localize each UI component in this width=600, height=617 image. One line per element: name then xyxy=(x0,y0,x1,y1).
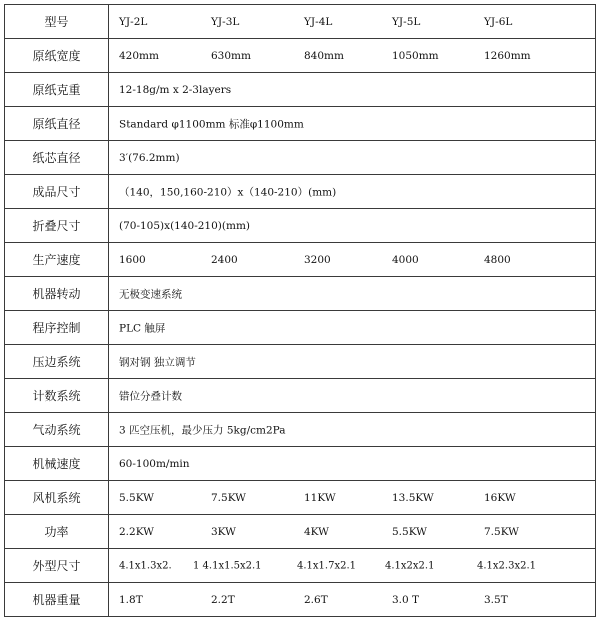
row-edge-press xyxy=(5,345,596,379)
row-values xyxy=(109,515,596,549)
row-mech-speed xyxy=(5,447,596,481)
header-label: 型号 xyxy=(5,5,109,39)
cell-value: 3.5T xyxy=(484,593,508,606)
row-power xyxy=(5,515,596,549)
cell-value: 60-100m/min xyxy=(119,457,190,470)
row-product-size xyxy=(5,175,596,209)
cell-value: 4800 xyxy=(484,253,511,266)
cell-value: 2400 xyxy=(211,253,238,266)
model-name: YJ-2L xyxy=(119,15,148,28)
cell-value: 5.5KW xyxy=(119,491,154,504)
row-values xyxy=(109,209,596,243)
row-values xyxy=(109,345,596,379)
row-values xyxy=(109,39,596,73)
row-values xyxy=(109,379,596,413)
row-label: 原纸直径 xyxy=(5,107,109,141)
row-label: 机械速度 xyxy=(5,447,109,481)
spec-table xyxy=(4,4,596,617)
row-core-diameter xyxy=(5,141,596,175)
cell-value: 4.1x1.7x2.1 xyxy=(297,560,356,571)
row-label: 气动系统 xyxy=(5,413,109,447)
cell-value: 1260mm xyxy=(484,49,531,62)
cell-value: 4000 xyxy=(392,253,419,266)
cell-value: 2.2KW xyxy=(119,525,154,538)
row-counting xyxy=(5,379,596,413)
row-values xyxy=(109,481,596,515)
cell-value: 3KW xyxy=(211,525,236,538)
row-label: 原纸宽度 xyxy=(5,39,109,73)
cell-value: 1050mm xyxy=(392,49,439,62)
cell-value: 钢对钢 独立调节 xyxy=(119,356,196,368)
row-drive xyxy=(5,277,596,311)
row-label: 计数系统 xyxy=(5,379,109,413)
cell-value: PLC 触屏 xyxy=(119,322,166,334)
row-label: 外型尺寸 xyxy=(5,549,109,583)
row-values xyxy=(109,73,596,107)
row-label: 机器重量 xyxy=(5,583,109,617)
row-weight xyxy=(5,583,596,617)
row-paper-width xyxy=(5,39,596,73)
row-label: 成品尺寸 xyxy=(5,175,109,209)
cell-value: 1.8T xyxy=(119,593,143,606)
row-label: 生产速度 xyxy=(5,243,109,277)
row-values xyxy=(109,583,596,617)
row-label: 原纸克重 xyxy=(5,73,109,107)
cell-value: 3200 xyxy=(304,253,331,266)
row-paper-weight xyxy=(5,73,596,107)
model-name: YJ-6L xyxy=(484,15,513,28)
cell-value: 错位分叠计数 xyxy=(119,390,182,402)
cell-value: 3.0 T xyxy=(392,593,420,606)
row-fan xyxy=(5,481,596,515)
cell-value: 2.6T xyxy=(304,593,328,606)
row-dimensions xyxy=(5,549,596,583)
cell-value: 3 匹空压机，最少压力 5kg/cm2Pa xyxy=(119,424,286,436)
cell-value: （140，150,160-210）x（140-210）(mm) xyxy=(119,186,337,198)
cell-value: 4.1x1.3x2. xyxy=(119,560,172,571)
row-production-speed xyxy=(5,243,596,277)
model-cells xyxy=(109,5,596,39)
cell-value: 12-18g/m x 2-3layers xyxy=(119,83,232,96)
cell-value: 630mm xyxy=(211,49,251,62)
row-label: 风机系统 xyxy=(5,481,109,515)
row-values xyxy=(109,243,596,277)
cell-value: Standard φ1100mm 标准φ1100mm xyxy=(119,118,304,130)
cell-value: 1 4.1x1.5x2.1 xyxy=(193,560,262,571)
row-values xyxy=(109,447,596,481)
cell-value: 840mm xyxy=(304,49,344,62)
model-name: YJ-3L xyxy=(211,15,240,28)
row-label: 程序控制 xyxy=(5,311,109,345)
cell-value: 4.1x2x2.1 xyxy=(385,560,435,571)
row-label: 纸芯直径 xyxy=(5,141,109,175)
row-pneumatic xyxy=(5,413,596,447)
row-values xyxy=(109,549,596,583)
row-values xyxy=(109,413,596,447)
cell-value: 7.5KW xyxy=(211,491,246,504)
cell-value: 7.5KW xyxy=(484,525,519,538)
row-label: 折叠尺寸 xyxy=(5,209,109,243)
row-values xyxy=(109,107,596,141)
model-name: YJ-5L xyxy=(392,15,421,28)
row-paper-diameter xyxy=(5,107,596,141)
row-label: 机器转动 xyxy=(5,277,109,311)
row-values xyxy=(109,175,596,209)
row-label: 压边系统 xyxy=(5,345,109,379)
row-fold-size xyxy=(5,209,596,243)
cell-value: 420mm xyxy=(119,49,159,62)
cell-value: 2.2T xyxy=(211,593,235,606)
cell-value: 5.5KW xyxy=(392,525,427,538)
cell-value: 4KW xyxy=(304,525,329,538)
header-row xyxy=(5,5,596,39)
cell-value: 16KW xyxy=(484,491,516,504)
row-control xyxy=(5,311,596,345)
cell-value: 1600 xyxy=(119,253,146,266)
row-values xyxy=(109,141,596,175)
cell-value: 无极变速系统 xyxy=(119,288,182,300)
cell-value: 11KW xyxy=(304,491,336,504)
cell-value: 4.1x2.3x2.1 xyxy=(477,560,536,571)
cell-value: 13.5KW xyxy=(392,491,434,504)
row-label: 功率 xyxy=(5,515,109,549)
cell-value: (70-105)x(140-210)(mm) xyxy=(119,219,250,232)
model-name: YJ-4L xyxy=(304,15,333,28)
row-values xyxy=(109,311,596,345)
row-values xyxy=(109,277,596,311)
cell-value: 3′(76.2mm) xyxy=(119,151,180,164)
